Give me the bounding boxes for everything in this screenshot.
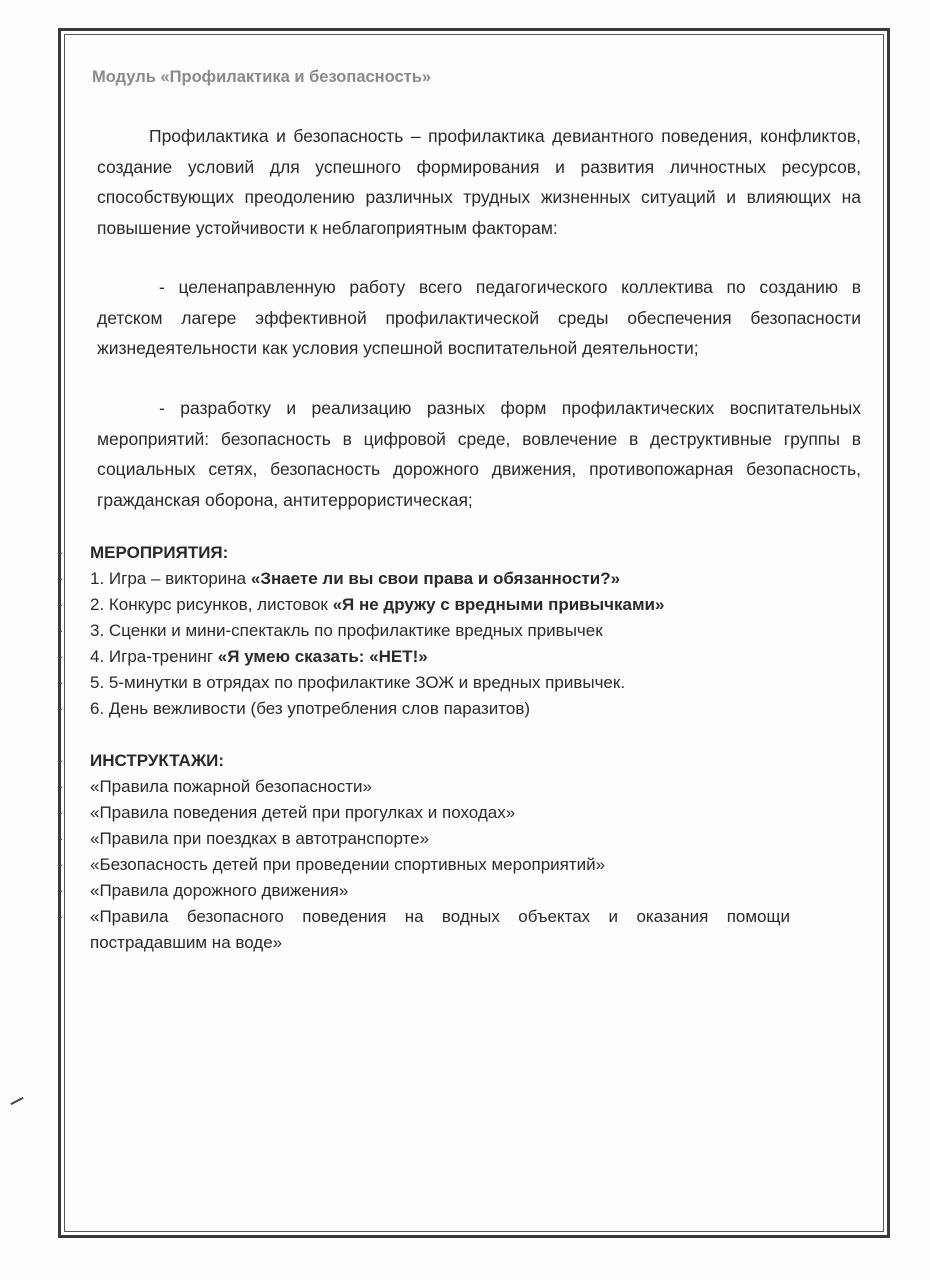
bullet-dash: - [57, 855, 63, 874]
briefing-item [57, 826, 857, 852]
bullet-dash: - [57, 647, 63, 666]
briefings-heading: ИНСТРУКТАЖИ: [90, 751, 225, 770]
event-title: «Я умею сказать: «НЕТ!» [217, 647, 428, 666]
events-section [57, 540, 857, 722]
briefing-text: «Правила дорожного движения» [90, 881, 349, 900]
intro-paragraph: Профилактика и безопасность – профилактика девиантного поведения, конфликтов, создание условий для успешного формирования и развития личностных ресурсов, способствующих преодолению различных трудных жизненных ситуаций и влияющих на повышение устойчивости к неблагоприятным факторам: [97, 126, 861, 238]
event-text: 6. День вежливости (без употребления слов паразитов) [90, 699, 531, 718]
event-item [57, 670, 857, 696]
intro-item-work: - целенаправленную работу всего педагогического коллектива по созданию в детском лагере эффективной профилактической среды обеспечения безопасности жизнедеятельности как условия успешной воспитательной деятельности; [97, 277, 861, 358]
event-text: 1. Игра – викторина [90, 569, 251, 588]
event-item [57, 696, 857, 722]
bullet-dash: - [57, 595, 63, 614]
briefing-text: «Правила безопасного поведения на водных объектах и оказания помощи пострадавшим на воде» [90, 907, 790, 952]
bullet-dash: - [57, 803, 63, 822]
event-item [57, 618, 857, 644]
briefing-item [57, 852, 857, 878]
event-text: 4. Игра-тренинг [90, 647, 218, 666]
briefing-text: «Безопасность детей при проведении спортивных мероприятий» [90, 855, 606, 874]
briefing-item [57, 800, 857, 826]
briefing-item [57, 878, 857, 904]
bullet-dash: - [57, 881, 63, 900]
bullet-dash: - [57, 569, 63, 588]
event-text: 5. 5-минутки в отрядах по профилактике ЗОЖ и вредных привычек. [90, 673, 626, 692]
event-text: 2. Конкурс рисунков, листовок [90, 595, 333, 614]
briefing-item [57, 774, 857, 800]
briefing-text: «Правила при поездках в автотранспорте» [90, 829, 430, 848]
briefing-item [57, 904, 857, 956]
briefing-text: «Правила пожарной безопасности» [90, 777, 372, 796]
bullet-dash: - [57, 699, 63, 718]
bullet-dash: - [57, 751, 63, 770]
event-text: 3. Сценки и мини-спектакль по профилактике вредных привычек [90, 621, 603, 640]
bullet-dash: - [57, 673, 63, 692]
event-title: «Знаете ли вы свои права и обязанности?» [250, 569, 621, 588]
event-item [57, 644, 857, 670]
bullet-dash: - [57, 829, 63, 848]
briefings-section [57, 748, 857, 956]
event-item [57, 566, 857, 592]
bullet-dash: - [57, 621, 63, 640]
event-title: «Я не дружу с вредными привычками» [332, 595, 665, 614]
module-title: Модуль «Профилактика и безопасность» [92, 68, 432, 86]
intro-item-development: - разработку и реализацию разных форм профилактических воспитательных мероприятий: безопасность в цифровой среде, вовлечение в деструктивные группы в социальных сетях, безопасность дорожного движения, противопожарная безопасность, гражданская оборона, антитеррористическая; [97, 398, 861, 510]
event-item [57, 592, 857, 618]
events-heading-row [57, 540, 857, 566]
briefings-heading-row [57, 748, 857, 774]
bullet-dash: - [57, 543, 63, 562]
pen-mark [10, 1097, 23, 1105]
briefing-text: «Правила поведения детей при прогулках и походах» [90, 803, 516, 822]
events-heading: МЕРОПРИЯТИЯ: [90, 543, 229, 562]
bullet-dash: - [57, 907, 63, 926]
bullet-dash: - [57, 777, 63, 796]
